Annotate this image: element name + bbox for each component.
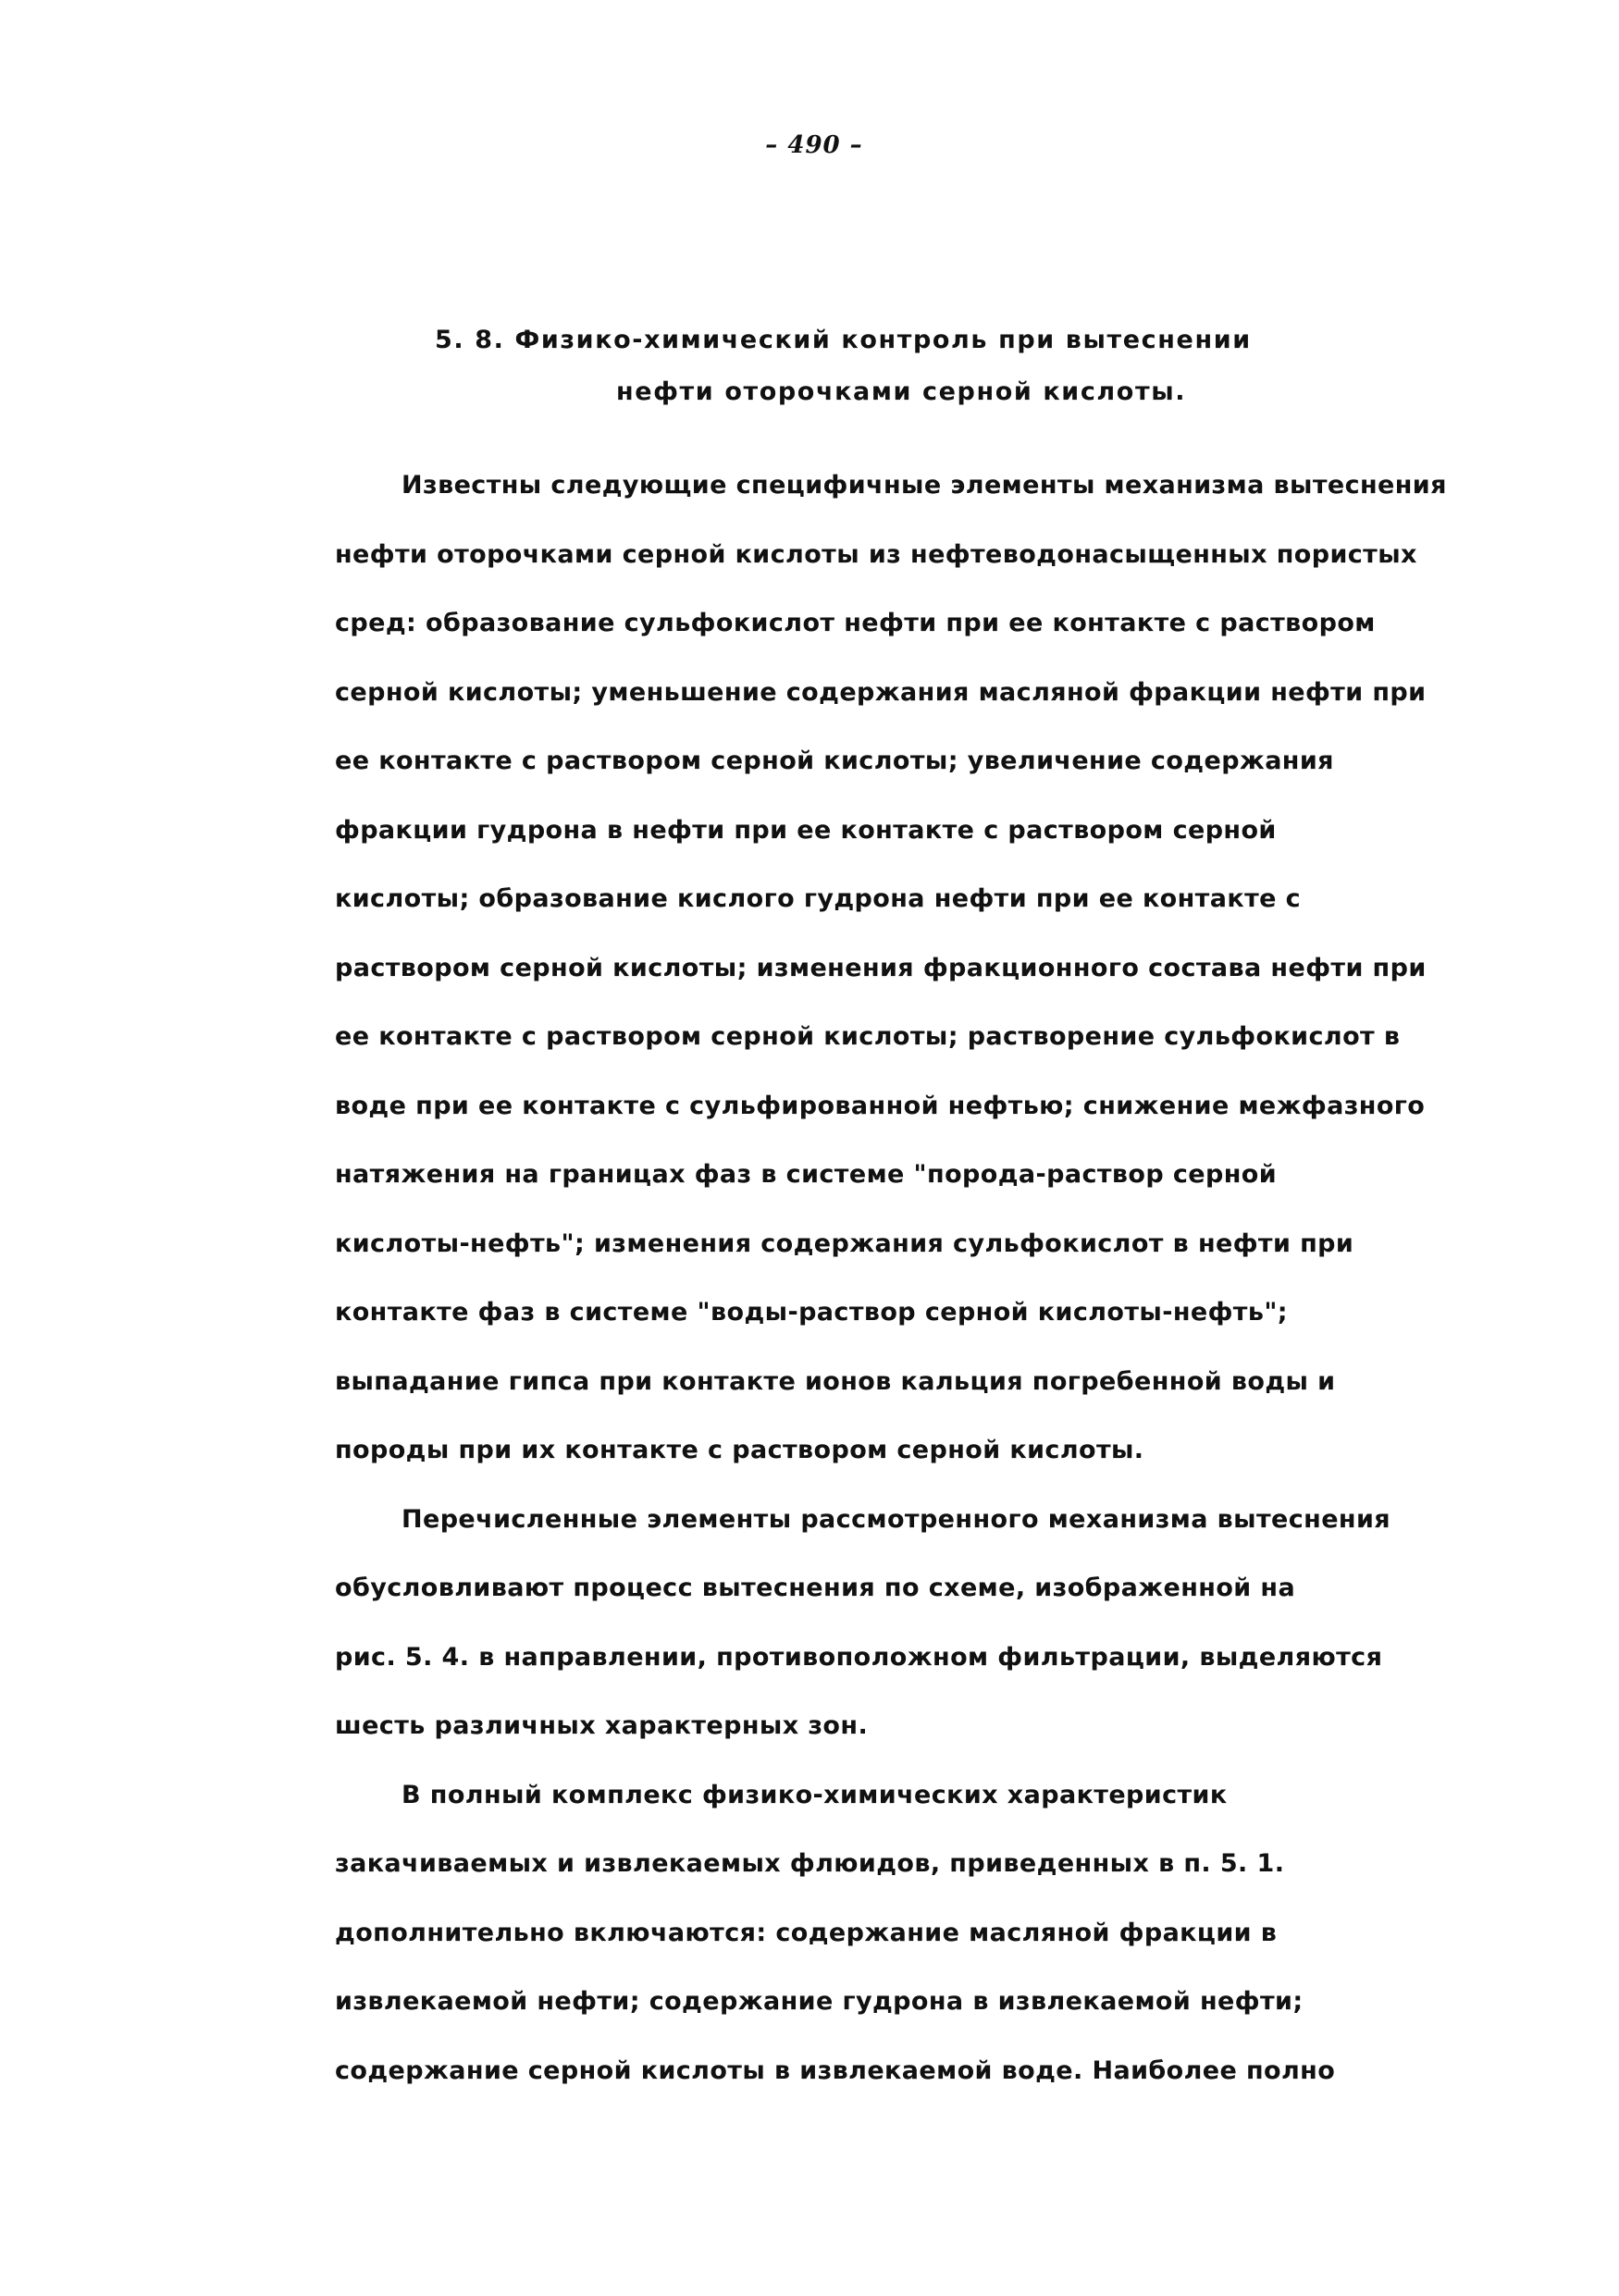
text-line: ее контакте с раствором серной кислоты; увеличение содержания bbox=[335, 747, 1334, 775]
text-line: ее контакте с раствором серной кислоты; растворение сульфокислот в bbox=[335, 1022, 1401, 1051]
section-heading-line: 5. 8. Физико-химический контроль при вытеснении bbox=[435, 326, 1252, 354]
section-heading bbox=[333, 315, 1351, 418]
text-line: рис. 5. 4. в направлении, противоположном фильтрации, выделяются bbox=[335, 1642, 1383, 1672]
text-line: раствором серной кислоты; изменения фракционного состава нефти при bbox=[335, 953, 1427, 982]
body-text bbox=[335, 451, 1447, 2105]
text-line: дополнительно включаются: содержание масляной фракции в bbox=[335, 1918, 1278, 1947]
text-line: породы при их контакте с раствором серной кислоты. bbox=[335, 1436, 1144, 1464]
paragraph-mechanism-elements bbox=[335, 451, 1447, 1486]
text-line: фракции гудрона в нефти при ее контакте с раствором серной bbox=[335, 815, 1277, 845]
text-line: натяжения на границах фаз в системе "порода-раствор серной bbox=[335, 1160, 1278, 1189]
paragraph-fluid-characteristics bbox=[335, 1761, 1380, 2106]
text-line: извлекаемой нефти; содержание гудрона в извлекаемой нефти; bbox=[335, 1987, 1304, 2016]
text-line: кислоты-нефть"; изменения содержания сульфокислот в нефти при bbox=[335, 1228, 1354, 1258]
text-line: содержание серной кислоты в извлекаемой воде. Наиболее полно bbox=[335, 2055, 1336, 2085]
section-heading-line: нефти оторочками серной кислоты. bbox=[616, 377, 1187, 406]
paragraph-displacement-zones bbox=[335, 1486, 1391, 1761]
text-line: шесть различных характерных зон. bbox=[335, 1711, 869, 1740]
text-line: сред: образование сульфокислот нефти при ее контакте с раствором bbox=[335, 609, 1376, 637]
text-line: серной кислоты; уменьшение содержания масляной фракции нефти при bbox=[335, 677, 1427, 707]
text-line: контакте фаз в системе "воды-раствор серной кислоты-нефть"; bbox=[335, 1298, 1288, 1327]
page-number: – 490 – bbox=[765, 131, 863, 159]
text-line: выпадание гипса при контакте ионов кальция погребенной воды и bbox=[335, 1366, 1336, 1396]
text-line: закачиваемых и извлекаемых флюидов, приведенных в п. 5. 1. bbox=[335, 1849, 1285, 1878]
text-line: Известны следующие специфичные элементы механизма вытеснения bbox=[402, 471, 1447, 500]
text-line: В полный комплекс физико-химических характеристик bbox=[402, 1780, 1228, 1809]
text-line: обусловливают процесс вытеснения по схеме, изображенной на bbox=[335, 1574, 1296, 1602]
text-line: нефти оторочками серной кислоты из нефтеводонасыщенных пористых bbox=[335, 539, 1417, 569]
text-line: Перечисленные элементы рассмотренного механизма вытеснения bbox=[402, 1504, 1391, 1534]
text-line: воде при ее контакте с сульфированной нефтью; снижение межфазного bbox=[335, 1091, 1426, 1120]
text-line: кислоты; образование кислого гудрона нефти при ее контакте с bbox=[335, 884, 1302, 913]
